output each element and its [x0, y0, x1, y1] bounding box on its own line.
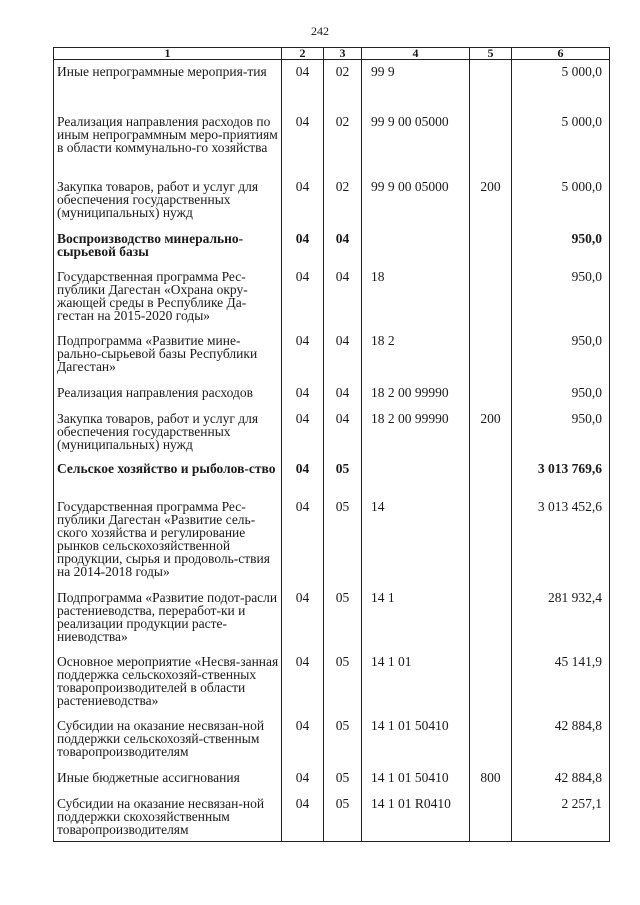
table-row [54, 110, 610, 175]
table-row [54, 650, 610, 714]
row-section: 04 [282, 60, 324, 110]
row-section: 04 [282, 457, 324, 495]
row-section: 04 [282, 265, 324, 329]
header-col-5: 5 [470, 48, 512, 60]
row-expense-type: 200 [470, 407, 512, 457]
row-amount: 950,0 [512, 381, 610, 407]
row-name: Субсидии на оказание несвязан-ной поддержки сельскохозяй-ственным товаропроизводителям [54, 714, 282, 766]
row-section: 04 [282, 714, 324, 766]
row-subsection: 05 [324, 792, 362, 842]
row-subsection: 04 [324, 329, 362, 381]
row-name: Иные бюджетные ассигнования [54, 766, 282, 792]
row-name: Сельское хозяйство и рыболов-ство [54, 457, 282, 495]
row-target-code: 99 9 00 05000 [362, 175, 470, 227]
row-target-code [362, 457, 470, 495]
row-target-code: 18 2 [362, 329, 470, 381]
row-expense-type [470, 265, 512, 329]
table-row [54, 227, 610, 265]
row-target-code: 14 1 01 R0410 [362, 792, 470, 842]
row-amount: 281 932,4 [512, 586, 610, 650]
row-amount: 42 884,8 [512, 714, 610, 766]
row-subsection: 04 [324, 407, 362, 457]
row-expense-type [470, 329, 512, 381]
table-row [54, 495, 610, 586]
table-row [54, 329, 610, 381]
row-expense-type [470, 227, 512, 265]
row-name: Подпрограмма «Развитие подот-расли растениеводства, переработ-ки и реализации продукции расте-ниеводства» [54, 586, 282, 650]
row-subsection: 05 [324, 457, 362, 495]
row-name: Закупка товаров, работ и услуг для обеспечения государственных (муниципальных) нужд [54, 407, 282, 457]
row-target-code: 14 1 01 50410 [362, 766, 470, 792]
table-row [54, 714, 610, 766]
budget-table [53, 47, 610, 842]
row-amount: 950,0 [512, 265, 610, 329]
row-section: 04 [282, 407, 324, 457]
row-subsection: 04 [324, 265, 362, 329]
row-amount: 2 257,1 [512, 792, 610, 842]
row-target-code: 18 [362, 265, 470, 329]
row-section: 04 [282, 329, 324, 381]
header-col-4: 4 [362, 48, 470, 60]
row-amount: 42 884,8 [512, 766, 610, 792]
row-name: Государственная программа Рес-публики Дагестан «Охрана окру-жающей среды в Республике Да-гестан на 2015-2020 годы» [54, 265, 282, 329]
row-target-code: 14 1 01 50410 [362, 714, 470, 766]
row-amount: 3 013 769,6 [512, 457, 610, 495]
row-amount: 5 000,0 [512, 60, 610, 110]
row-target-code: 14 1 01 [362, 650, 470, 714]
header-col-2: 2 [282, 48, 324, 60]
row-target-code [362, 227, 470, 265]
row-name: Закупка товаров, работ и услуг для обеспечения государственных (муниципальных) нужд [54, 175, 282, 227]
row-target-code: 14 [362, 495, 470, 586]
row-name: Иные непрограммные мероприя-тия [54, 60, 282, 110]
table-row [54, 60, 610, 110]
row-expense-type [470, 495, 512, 586]
row-target-code: 18 2 00 99990 [362, 381, 470, 407]
table-row [54, 792, 610, 842]
table-row [54, 175, 610, 227]
row-subsection: 05 [324, 766, 362, 792]
row-amount: 950,0 [512, 329, 610, 381]
row-expense-type [470, 650, 512, 714]
header-col-6: 6 [512, 48, 610, 60]
row-name: Подпрограмма «Развитие мине-рально-сырьевой базы Республики Дагестан» [54, 329, 282, 381]
row-target-code: 99 9 00 05000 [362, 110, 470, 175]
row-target-code: 18 2 00 99990 [362, 407, 470, 457]
row-section: 04 [282, 110, 324, 175]
row-subsection: 05 [324, 714, 362, 766]
row-amount: 45 141,9 [512, 650, 610, 714]
row-subsection: 05 [324, 495, 362, 586]
row-subsection: 04 [324, 381, 362, 407]
table-row [54, 407, 610, 457]
row-section: 04 [282, 586, 324, 650]
row-section: 04 [282, 495, 324, 586]
row-section: 04 [282, 381, 324, 407]
row-amount: 3 013 452,6 [512, 495, 610, 586]
row-expense-type [470, 586, 512, 650]
table-row [54, 381, 610, 407]
row-target-code: 14 1 [362, 586, 470, 650]
row-expense-type [470, 792, 512, 842]
row-subsection: 02 [324, 110, 362, 175]
row-amount: 5 000,0 [512, 110, 610, 175]
row-amount: 5 000,0 [512, 175, 610, 227]
row-subsection: 05 [324, 586, 362, 650]
page-number: 242 [311, 24, 329, 38]
row-name: Реализация направления расходов [54, 381, 282, 407]
table-row [54, 457, 610, 495]
row-name: Воспроизводство минерально-сырьевой базы [54, 227, 282, 265]
row-name: Государственная программа Рес-публики Дагестан «Развитие сель-ского хозяйства и регулирование рынков сельскохозяйственной продукции, сырья и продоволь-ствия на 2014-2018 годы» [54, 495, 282, 586]
row-subsection: 02 [324, 60, 362, 110]
row-name: Основное мероприятие «Несвя-занная поддержка сельскохозяй-ственных товаропроизводителей в области растениеводства» [54, 650, 282, 714]
row-name: Реализация направления расходов по иным непрограммным меро-приятиям в области коммунально-го хозяйства [54, 110, 282, 175]
row-subsection: 02 [324, 175, 362, 227]
row-expense-type [470, 714, 512, 766]
table-row [54, 766, 610, 792]
row-section: 04 [282, 792, 324, 842]
header-col-3: 3 [324, 48, 362, 60]
row-expense-type: 800 [470, 766, 512, 792]
row-expense-type: 200 [470, 175, 512, 227]
row-section: 04 [282, 227, 324, 265]
row-name: Субсидии на оказание несвязан-ной поддержки скохозяйственным товаропроизводителям [54, 792, 282, 842]
table-row [54, 265, 610, 329]
row-section: 04 [282, 175, 324, 227]
row-section: 04 [282, 650, 324, 714]
row-expense-type [470, 110, 512, 175]
header-col-1: 1 [54, 48, 282, 60]
row-amount: 950,0 [512, 227, 610, 265]
row-target-code: 99 9 [362, 60, 470, 110]
row-amount: 950,0 [512, 407, 610, 457]
table-header-row [54, 48, 610, 60]
row-expense-type [470, 60, 512, 110]
row-subsection: 05 [324, 650, 362, 714]
row-section: 04 [282, 766, 324, 792]
row-expense-type [470, 457, 512, 495]
row-expense-type [470, 381, 512, 407]
row-subsection: 04 [324, 227, 362, 265]
table-row [54, 586, 610, 650]
table-body [54, 60, 610, 842]
